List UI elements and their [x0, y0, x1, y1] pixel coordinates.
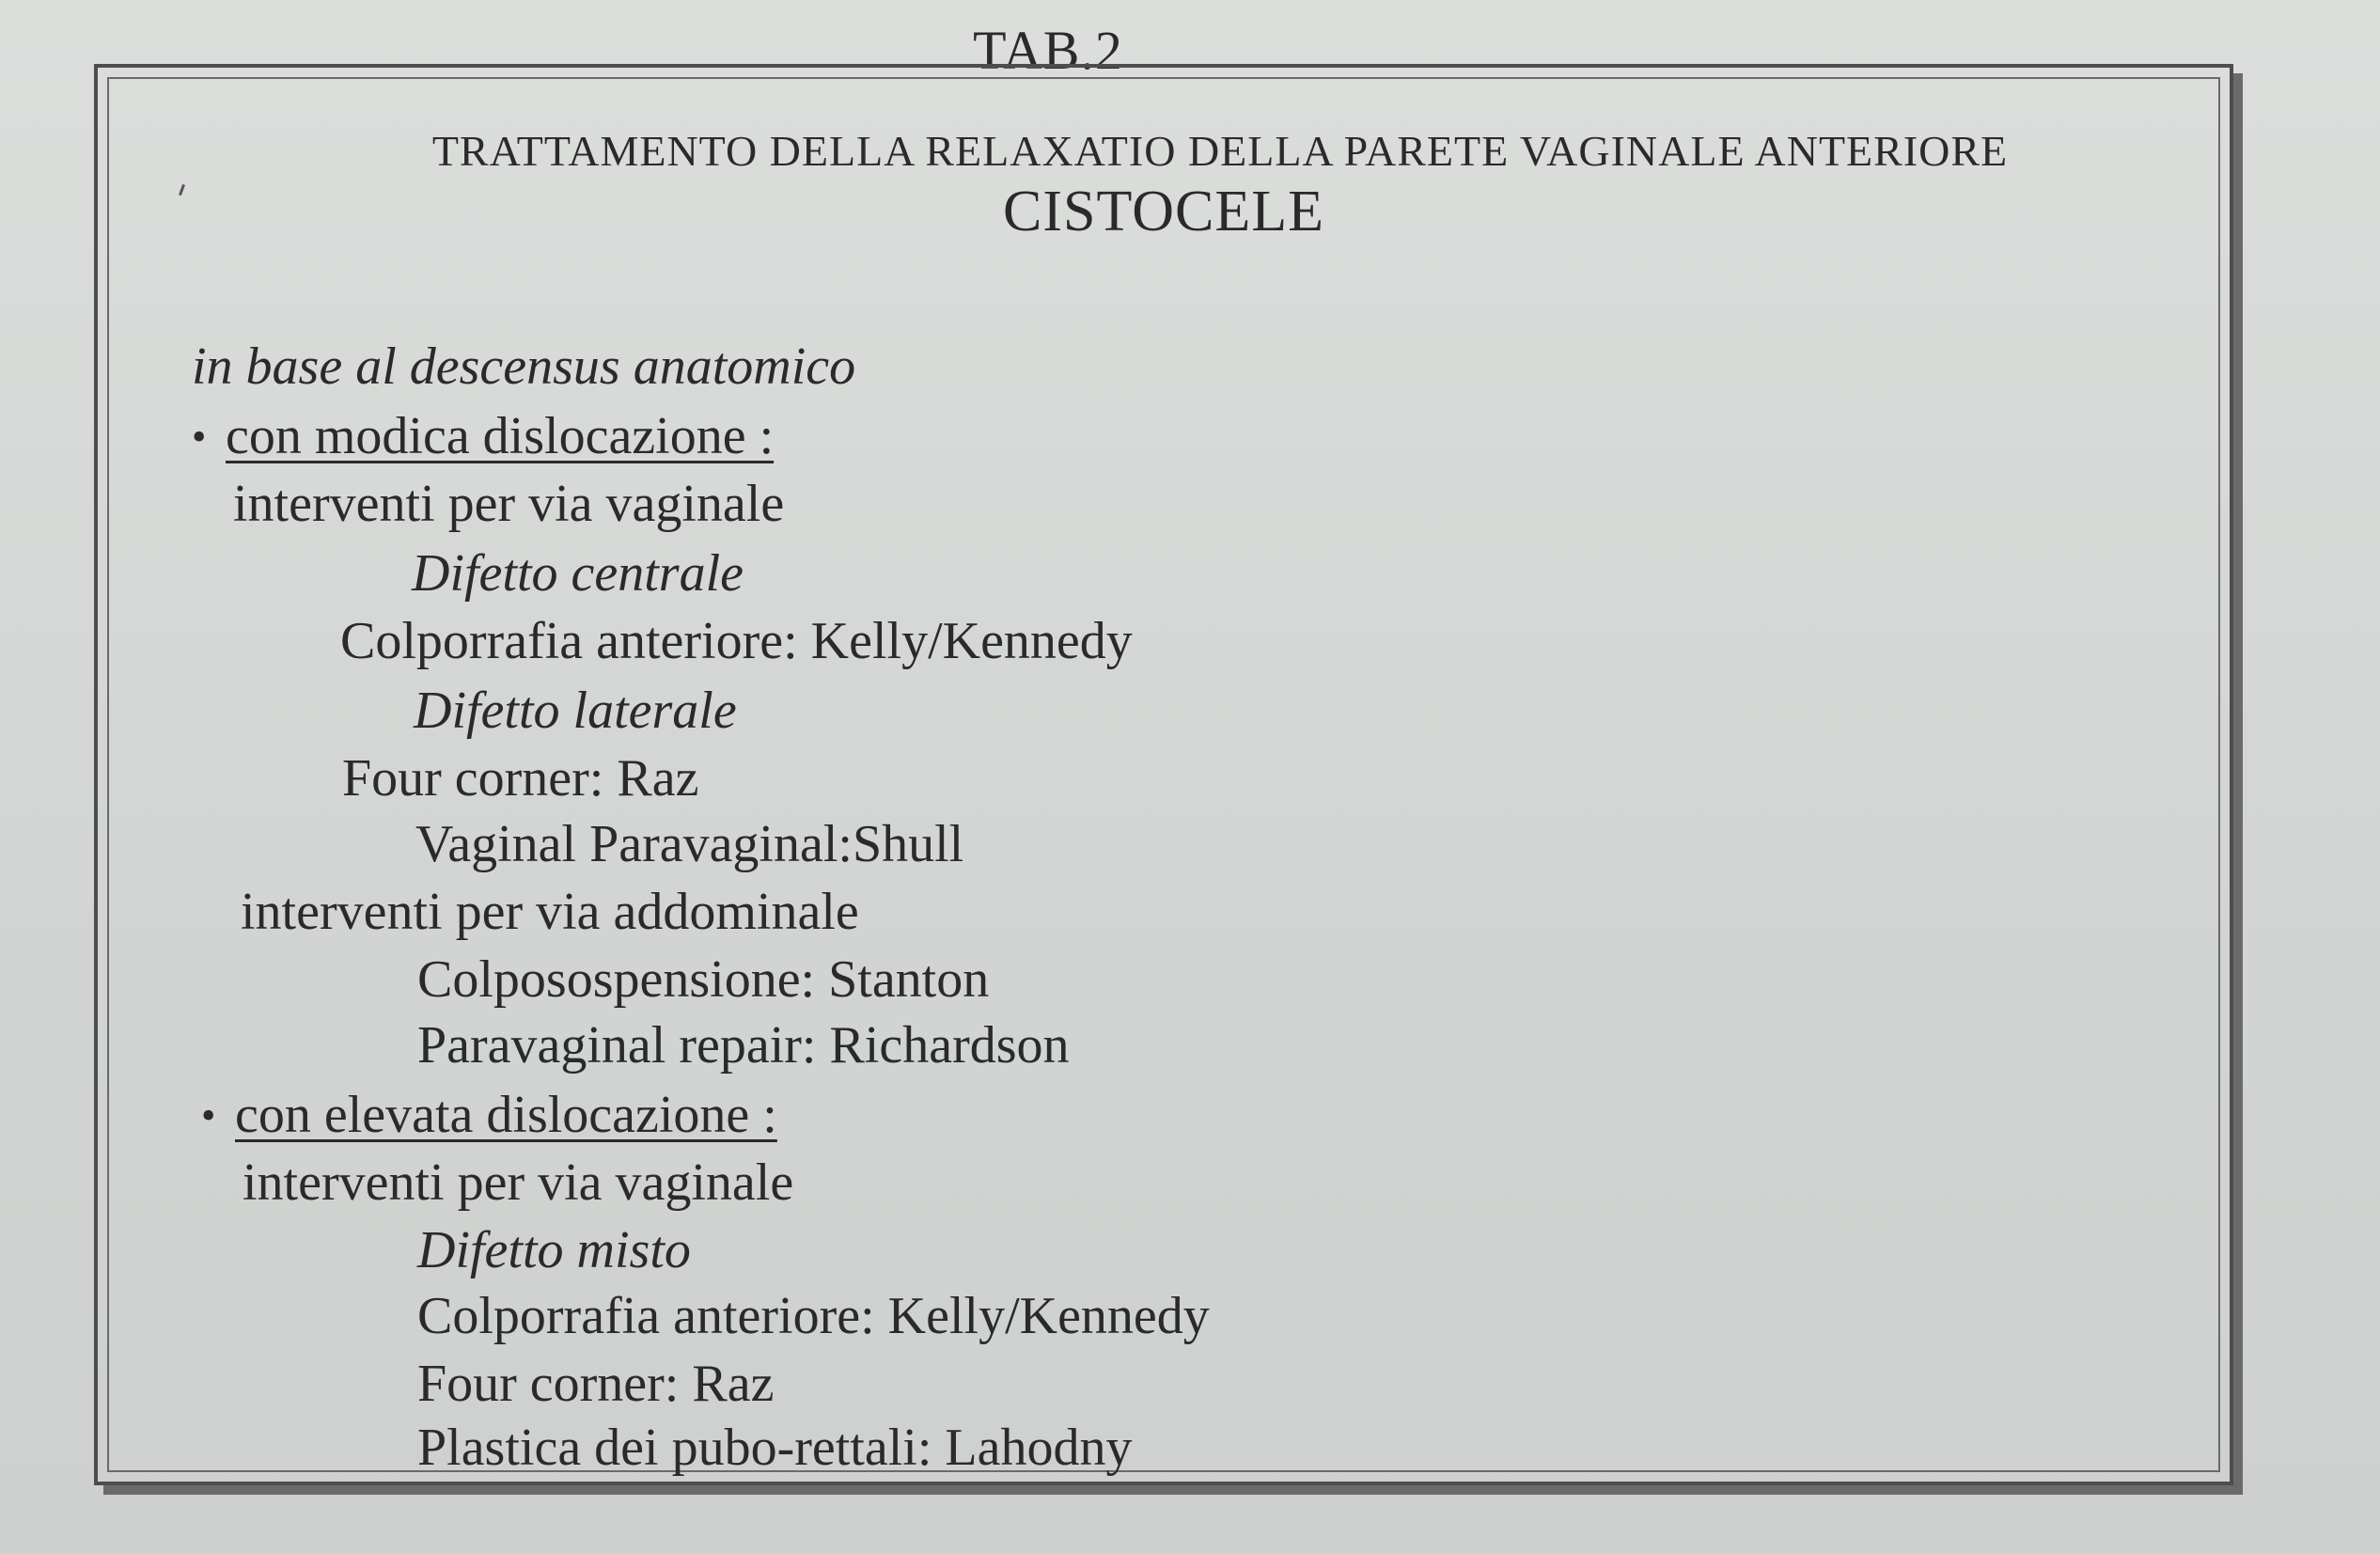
- section2-heading-line: [201, 1086, 777, 1144]
- table-number: TAB.2: [973, 20, 1123, 81]
- section1-bullet: •: [192, 414, 207, 461]
- section1-lateral-defect: Difetto laterale: [414, 682, 737, 740]
- table-subtitle: TRATTAMENTO DELLA RELAXATIO DELLA PARETE VAGINALE ANTERIORE: [431, 127, 2009, 175]
- section1-abdominal-procedure-1: Colposospensione: Stanton: [417, 950, 990, 1009]
- intro-line: in base al descensus anatomico: [192, 337, 856, 396]
- section2-procedure-3: Plastica dei pubo-rettali: Lahodny: [417, 1419, 1133, 1477]
- section2-mixed-defect: Difetto misto: [417, 1221, 691, 1279]
- section1-abdominal-procedure-2: Paravaginal repair: Richardson: [417, 1016, 1070, 1075]
- section1-central-defect: Difetto centrale: [412, 544, 744, 603]
- section1-central-procedure: Colporrafia anteriore: Kelly/Kennedy: [340, 612, 1133, 670]
- table-frame: [94, 64, 2233, 1485]
- section2-procedure-2: Four corner: Raz: [417, 1355, 775, 1413]
- section1-lateral-procedure-2: Vaginal Paravaginal:Shull: [415, 815, 964, 873]
- section1-lateral-procedure-1: Four corner: Raz: [342, 749, 699, 808]
- table-title: CISTOCELE: [1003, 180, 1324, 243]
- section2-procedure-1: Colporrafia anteriore: Kelly/Kennedy: [417, 1287, 1210, 1345]
- section1-vaginal-label: interventi per via vaginale: [233, 475, 785, 533]
- section1-abdominal-label: interventi per via addominale: [241, 883, 859, 941]
- section1-heading: con modica dislocazione :: [226, 407, 775, 465]
- section1-heading-line: [192, 407, 775, 465]
- section2-bullet: •: [201, 1092, 216, 1139]
- section2-heading: con elevata dislocazione :: [235, 1086, 777, 1144]
- section2-vaginal-label: interventi per via vaginale: [243, 1153, 794, 1212]
